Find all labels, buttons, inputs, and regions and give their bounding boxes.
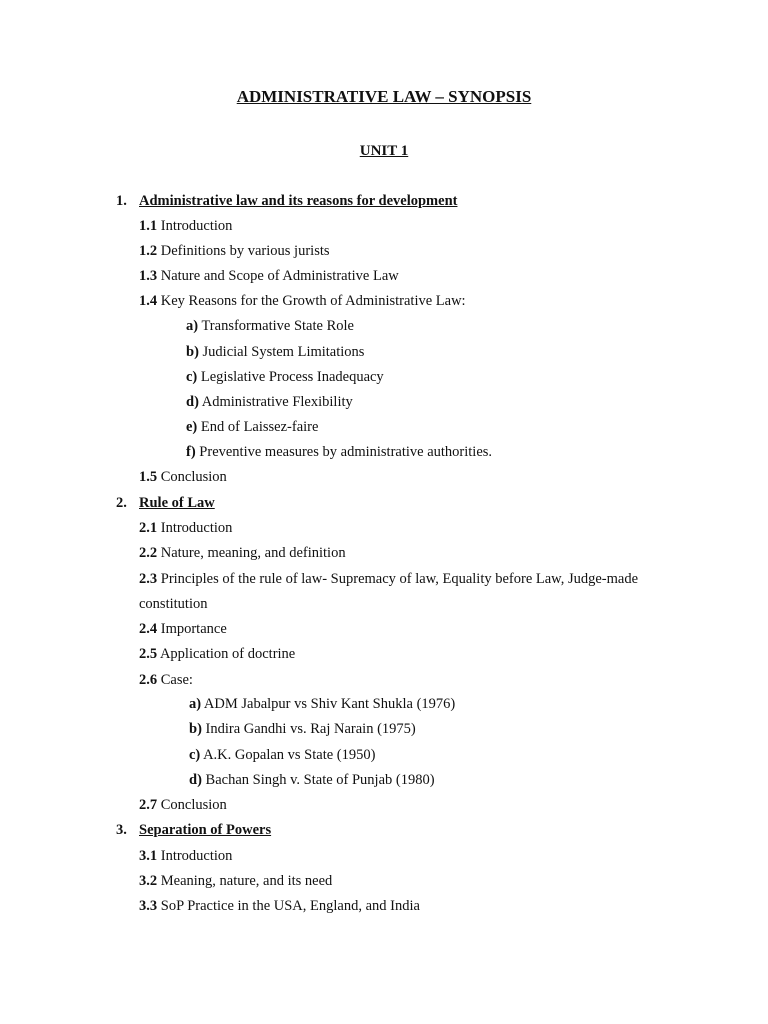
item-number: 2.6 — [139, 672, 158, 688]
sub-list-item — [189, 719, 416, 739]
list-item — [139, 266, 399, 286]
list-item — [139, 644, 295, 664]
list-item — [139, 871, 332, 891]
section-heading: Rule of Law — [139, 495, 215, 511]
item-number: 3.2 — [139, 873, 158, 889]
item-text: Case: — [157, 672, 193, 688]
item-text: Nature, meaning, and definition — [157, 545, 346, 561]
section-number: 3. — [116, 822, 127, 838]
section-heading: Administrative law and its reasons for development — [139, 193, 458, 209]
item-text: Conclusion — [157, 469, 227, 485]
item-text: Meaning, nature, and its need — [157, 873, 333, 889]
item-text: Introduction — [157, 218, 233, 234]
item-number: 1.5 — [139, 469, 158, 485]
sub-item-text: Bachan Singh v. State of Punjab (1980) — [201, 772, 435, 788]
sub-item-label: c) — [189, 747, 201, 763]
sub-list-item — [186, 442, 492, 462]
sub-item-text: A.K. Gopalan vs State (1950) — [200, 747, 376, 763]
item-text: Definitions by various jurists — [157, 243, 330, 259]
section-number: 2. — [116, 495, 127, 511]
item-text: Conclusion — [157, 797, 227, 813]
item-number: 2.4 — [139, 621, 158, 637]
sub-item-text: Indira Gandhi vs. Raj Narain (1975) — [201, 721, 416, 737]
section-number: 1. — [116, 193, 127, 209]
sub-item-label: a) — [186, 318, 199, 334]
page-title: ADMINISTRATIVE LAW – SYNOPSIS — [236, 87, 532, 106]
item-text: Principles of the rule of law- Supremacy of law, Equality before Law, Judge-made — [157, 571, 639, 587]
list-item-continuation: constitution — [139, 596, 208, 612]
list-item — [139, 241, 330, 261]
sub-item-text: ADM Jabalpur vs Shiv Kant Shukla (1976) — [201, 696, 456, 712]
item-number: 2.3 — [139, 571, 158, 587]
list-item — [139, 569, 638, 589]
sub-item-label: e) — [186, 419, 198, 435]
sub-list-item — [186, 417, 318, 437]
sub-list-item — [189, 745, 375, 765]
sub-item-label: b) — [186, 344, 199, 360]
item-number: 1.4 — [139, 293, 158, 309]
section-heading: Separation of Powers — [139, 822, 272, 838]
list-item — [139, 216, 232, 236]
list-item — [139, 291, 466, 311]
item-number: 2.7 — [139, 797, 158, 813]
list-item — [139, 795, 227, 815]
list-item — [139, 896, 420, 916]
item-text: Application of doctrine — [157, 646, 296, 662]
sub-item-text: End of Laissez-faire — [197, 419, 319, 435]
sub-item-label: b) — [189, 721, 202, 737]
sub-item-label: a) — [189, 696, 202, 712]
item-number: 1.1 — [139, 218, 158, 234]
sub-list-item — [186, 316, 354, 336]
sub-item-text: Judicial System Limitations — [198, 344, 365, 360]
sub-list-item — [189, 694, 455, 714]
unit-title: UNIT 1 — [359, 143, 409, 159]
sub-item-text: Transformative State Role — [198, 318, 354, 334]
list-item — [139, 619, 227, 639]
item-number: 2.2 — [139, 545, 158, 561]
item-number: 2.5 — [139, 646, 158, 662]
sub-item-text: Preventive measures by administrative authorities. — [195, 444, 493, 460]
sub-list-item — [186, 367, 384, 387]
item-number: 2.1 — [139, 520, 158, 536]
item-text: Importance — [157, 621, 227, 637]
item-number: 3.3 — [139, 898, 158, 914]
item-text: SoP Practice in the USA, England, and India — [157, 898, 420, 914]
sub-item-label: d) — [186, 394, 199, 410]
item-text: Key Reasons for the Growth of Administrative Law: — [157, 293, 466, 309]
item-text: Nature and Scope of Administrative Law — [157, 268, 399, 284]
item-number: 1.3 — [139, 268, 158, 284]
list-item — [139, 670, 193, 690]
item-number: 3.1 — [139, 848, 158, 864]
sub-list-item — [186, 342, 364, 362]
sub-item-label: f) — [186, 444, 196, 460]
list-item — [139, 518, 232, 538]
item-number: 1.2 — [139, 243, 158, 259]
list-item — [139, 846, 232, 866]
item-text: Introduction — [157, 848, 233, 864]
sub-list-item — [186, 392, 353, 412]
item-text: Introduction — [157, 520, 233, 536]
sub-item-label: d) — [189, 772, 202, 788]
sub-item-label: c) — [186, 369, 198, 385]
sub-item-text: Legislative Process Inadequacy — [197, 369, 384, 385]
sub-list-item — [189, 770, 435, 790]
list-item — [139, 467, 227, 487]
sub-item-text: Administrative Flexibility — [198, 394, 353, 410]
list-item — [139, 543, 346, 563]
